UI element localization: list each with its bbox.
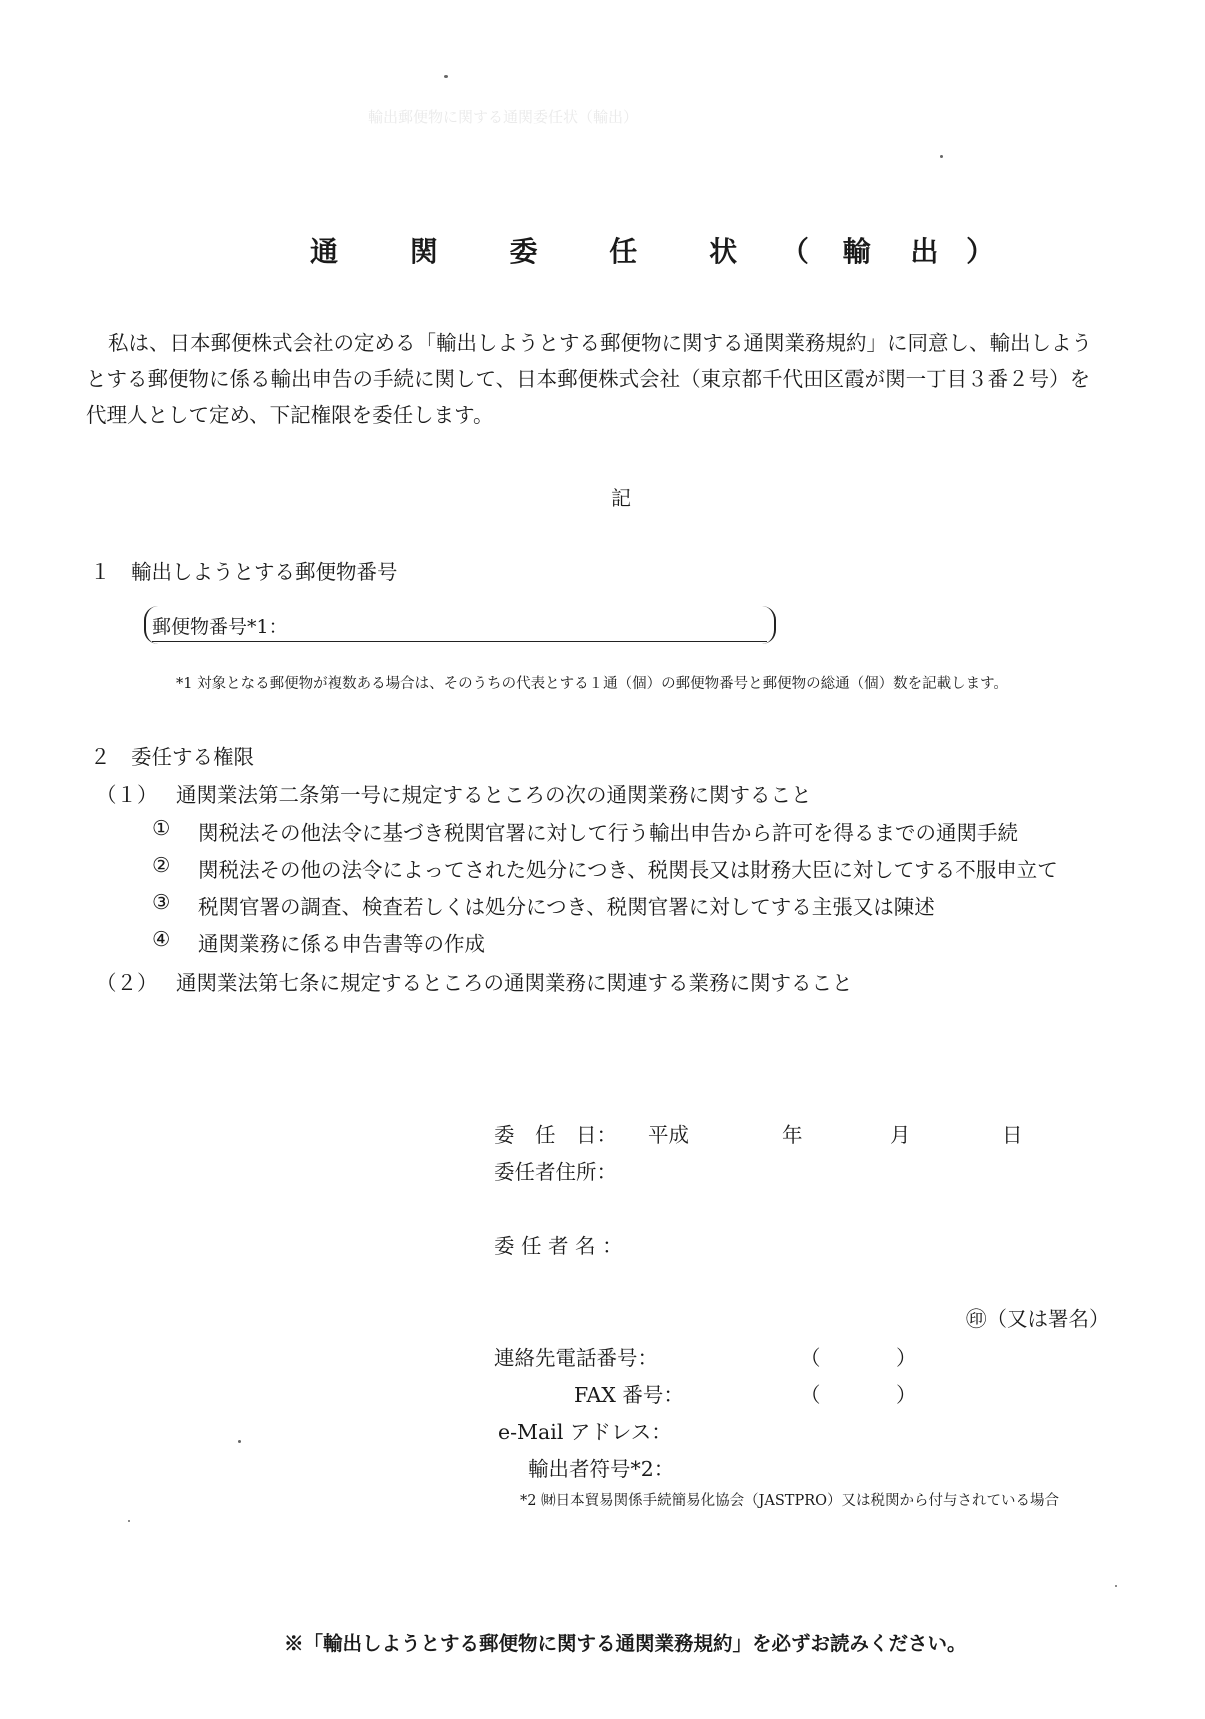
item-mark: ② (152, 853, 171, 877)
parcel-number-line (152, 641, 767, 642)
item-mark: ③ (152, 890, 171, 914)
item-text: 通関業務に係る申告書等の作成 (198, 932, 485, 956)
title-char: 関 (409, 235, 440, 268)
name-label: 委 任 者 名 ： (494, 1234, 623, 1258)
scan-speck (128, 1520, 130, 1522)
intro-line: とする郵便物に係る輸出申告の手続に関して、日本郵便株式会社（東京都千代田区霞が関一丁目３番２号）を (86, 367, 1091, 391)
title-char: 輸 (842, 235, 873, 268)
item-text: 税関官署の調査、検査若しくは処分につき、税関官署に対してする主張又は陳述 (198, 895, 935, 919)
title-char: 状 (709, 235, 740, 268)
exporter-code-note: *2 ㈶日本貿易関係手続簡易化協会（JASTPRO）又は税関から付与されている場合 (520, 1493, 1060, 1509)
title-char: ） (966, 235, 997, 268)
intro-line: 代理人として定め、下記権限を委任します。 (86, 403, 494, 427)
sub2-number: （２） (96, 971, 158, 995)
parcel-note: *1 対象となる郵便物が複数ある場合は、そのうちの代表とする１通（個）の郵便物番号と郵便物の総通（個）数を記載します。 (176, 676, 1008, 692)
title-char: 出 (910, 235, 941, 268)
intro-line: 私は、日本郵便株式会社の定める「輸出しようとする郵便物に関する通関業務規約」に同意し、輸出しよう (108, 331, 1092, 355)
item-mark: ④ (152, 927, 171, 951)
scan-speck (238, 1440, 241, 1443)
sub1-number: （１） (96, 783, 158, 807)
date-label: 委 任 日： (494, 1123, 617, 1147)
item-mark: ① (152, 816, 171, 840)
intro-paragraph (86, 325, 1166, 433)
scan-speck (1115, 1585, 1117, 1587)
fax-paren-close: ） (896, 1383, 917, 1407)
phone-paren-open: （ (800, 1346, 821, 1370)
scan-speck (940, 155, 943, 158)
item-text: 関税法その他の法令によってされた処分につき、税関長又は財務大臣に対してする不服申立て (198, 858, 1058, 882)
date-day: 日 (1002, 1123, 1023, 1147)
phone-paren-close: ） (896, 1346, 917, 1370)
title-char: 通 (310, 235, 341, 268)
document-title (310, 230, 996, 270)
fax-paren-open: （ (800, 1383, 821, 1407)
title-char: （ (780, 235, 811, 268)
exporter-code-label: 輸出者符号*2： (528, 1457, 675, 1481)
date-era: 平成 (648, 1123, 689, 1147)
scan-speck (444, 75, 448, 78)
address-label: 委任者住所： (494, 1160, 617, 1184)
ki-heading: 記 (611, 486, 631, 510)
sub2-text: 通関業法第七条に規定するところの通関業務に関連する業務に関すること (176, 971, 853, 995)
phone-label: 連絡先電話番号： (494, 1346, 658, 1370)
section1-heading: １ 輸出しようとする郵便物番号 (90, 560, 398, 584)
email-label: e-Mail アドレス： (498, 1420, 672, 1444)
date-year: 年 (782, 1123, 803, 1147)
fax-label: FAX 番号： (574, 1383, 684, 1407)
seal-mark: ㊞（又は署名） (966, 1307, 1110, 1331)
title-char: 任 (609, 235, 640, 268)
section2-heading: ２ 委任する権限 (90, 745, 254, 769)
sub1-text: 通関業法第二条第一号に規定するところの次の通関業務に関すること (176, 783, 812, 807)
ghost-header-text: 輸出郵便物に関する通関委任状（輸出） (368, 108, 639, 126)
footer-notice: ※「輸出しようとする郵便物に関する通関業務規約」を必ずお読みください。 (284, 1632, 967, 1655)
parcel-number-label: 郵便物番号*1： (152, 616, 288, 638)
item-text: 関税法その他法令に基づき税関官署に対して行う輸出申告から許可を得るまでの通関手続 (198, 821, 1018, 845)
title-char: 委 (509, 235, 540, 268)
date-month: 月 (890, 1123, 911, 1147)
